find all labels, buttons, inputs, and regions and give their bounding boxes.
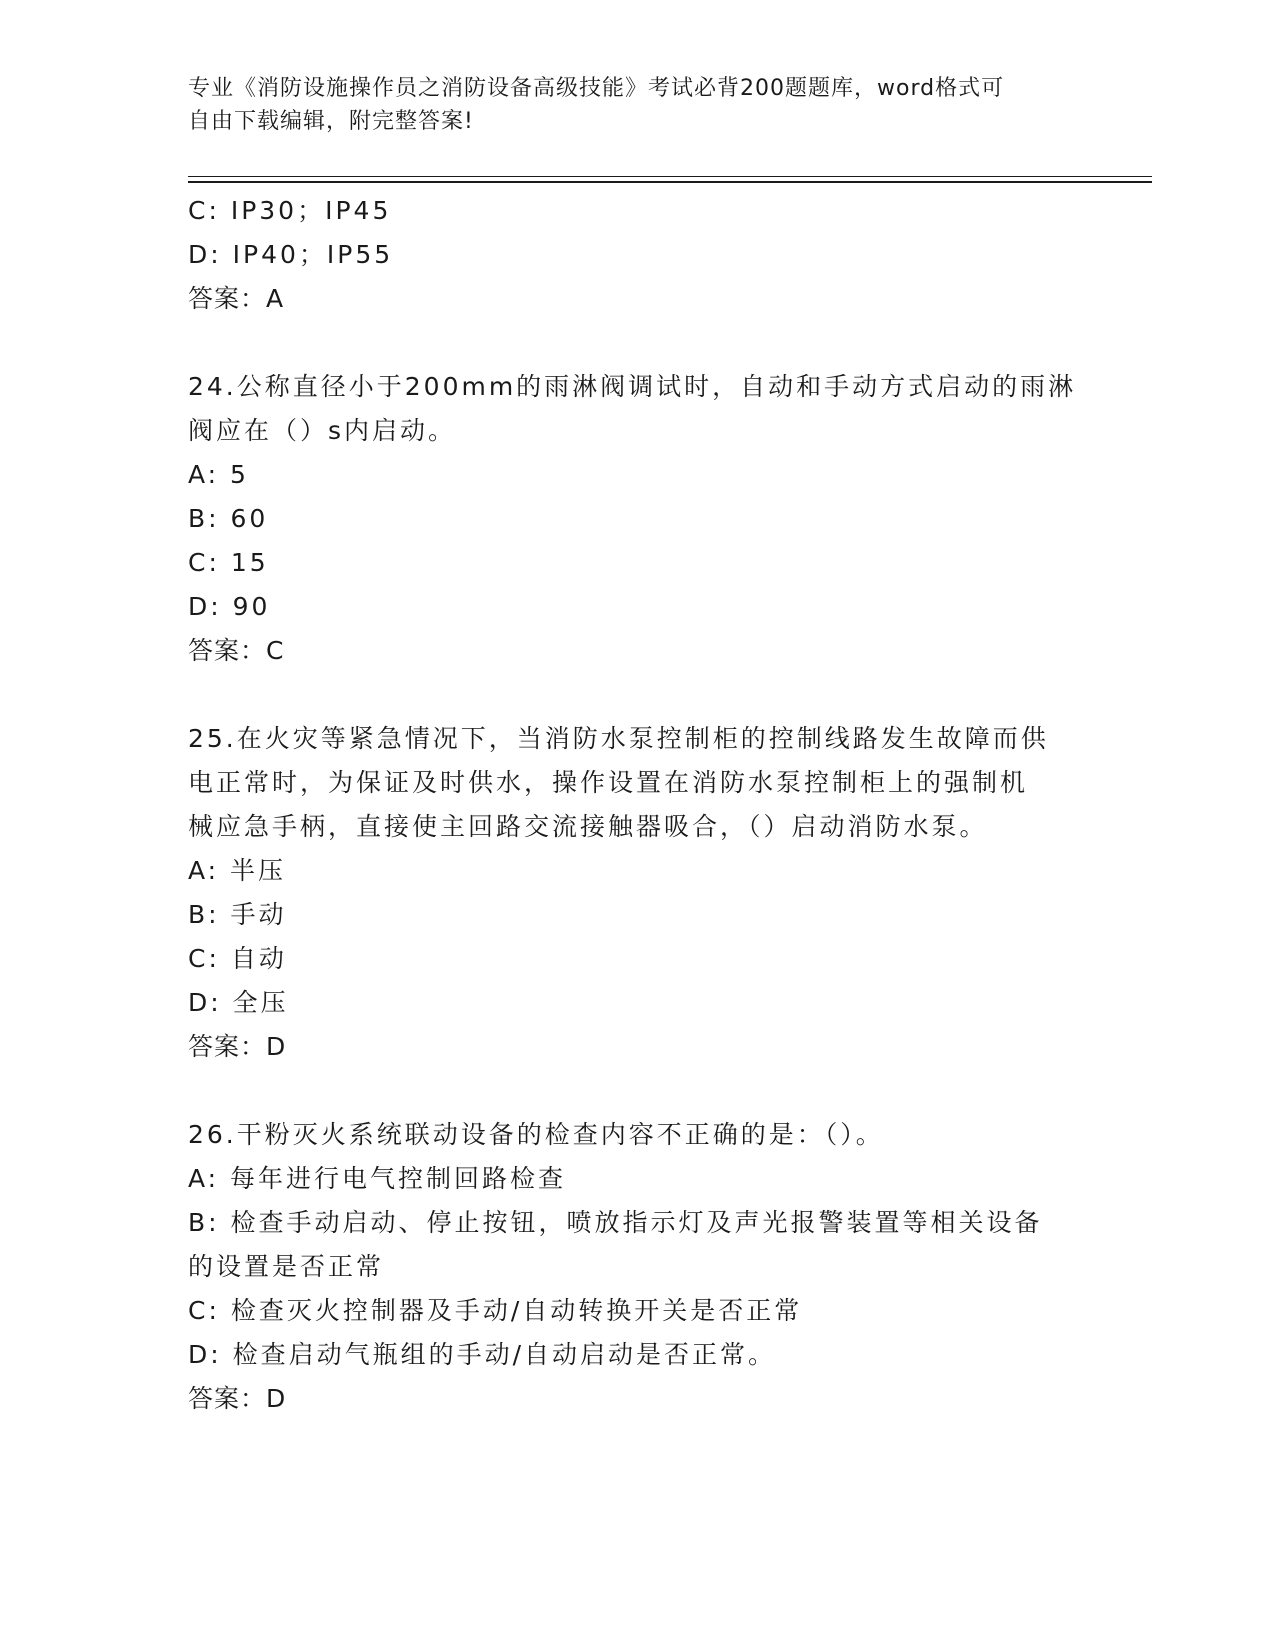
q25-option-a: A: 半压 (188, 856, 287, 885)
header-line-2: 自由下载编辑，附完整答案! (188, 109, 474, 134)
q26-option-a: A: 每年进行电气控制回路检查 (188, 1164, 567, 1193)
header-line-1: 专业《消防设施操作员之消防设备高级技能》考试必背200题题库，word格式可 (188, 76, 1005, 101)
q25-stem-line-3: 械应急手柄，直接使主回路交流接触器吸合，（）启动消防水泵。 (188, 812, 988, 841)
q24-option-b: B: 60 (188, 504, 269, 533)
q26-option-b-line-1: B: 检查手动启动、停止按钮，喷放指示灯及声光报警装置等相关设备 (188, 1208, 1043, 1237)
q25-option-b: B: 手动 (188, 900, 287, 929)
q23-answer: 答案：A (188, 284, 285, 313)
document-header (188, 72, 1088, 138)
q24-option-a: A: 5 (188, 460, 249, 489)
q23-option-d: D: IP40；IP55 (188, 240, 394, 269)
q23-option-c: C: IP30；IP45 (188, 196, 392, 225)
header-divider-thin (188, 176, 1152, 177)
q25-option-c: C: 自动 (188, 944, 287, 973)
q24-stem-line-2: 阀应在（）s内启动。 (188, 416, 457, 445)
q24-stem-line-1: 24.公称直径小于200mm的雨淋阀调试时，自动和手动方式启动的雨淋 (188, 372, 1077, 401)
q24-option-c: C: 15 (188, 548, 269, 577)
q26-option-c: C: 检查灭火控制器及手动/自动转换开关是否正常 (188, 1296, 803, 1325)
q25-stem-line-1: 25.在火灾等紧急情况下，当消防水泵控制柜的控制线路发生故障而供 (188, 724, 1049, 753)
header-divider-thick (188, 181, 1152, 183)
q25-answer: 答案：D (188, 1032, 287, 1061)
q24-option-d: D: 90 (188, 592, 271, 621)
q25-stem-line-2: 电正常时，为保证及时供水，操作设置在消防水泵控制柜上的强制机 (188, 768, 1029, 797)
q26-stem-line-1: 26.干粉灭火系统联动设备的检查内容不正确的是：（）。 (188, 1120, 884, 1149)
q26-option-d: D: 检查启动气瓶组的手动/自动启动是否正常。 (188, 1340, 777, 1369)
q26-option-b-line-2: 的设置是否正常 (188, 1252, 385, 1281)
q24-answer: 答案：C (188, 636, 285, 665)
q25-option-d: D: 全压 (188, 988, 289, 1017)
q26-answer: 答案：D (188, 1384, 287, 1413)
